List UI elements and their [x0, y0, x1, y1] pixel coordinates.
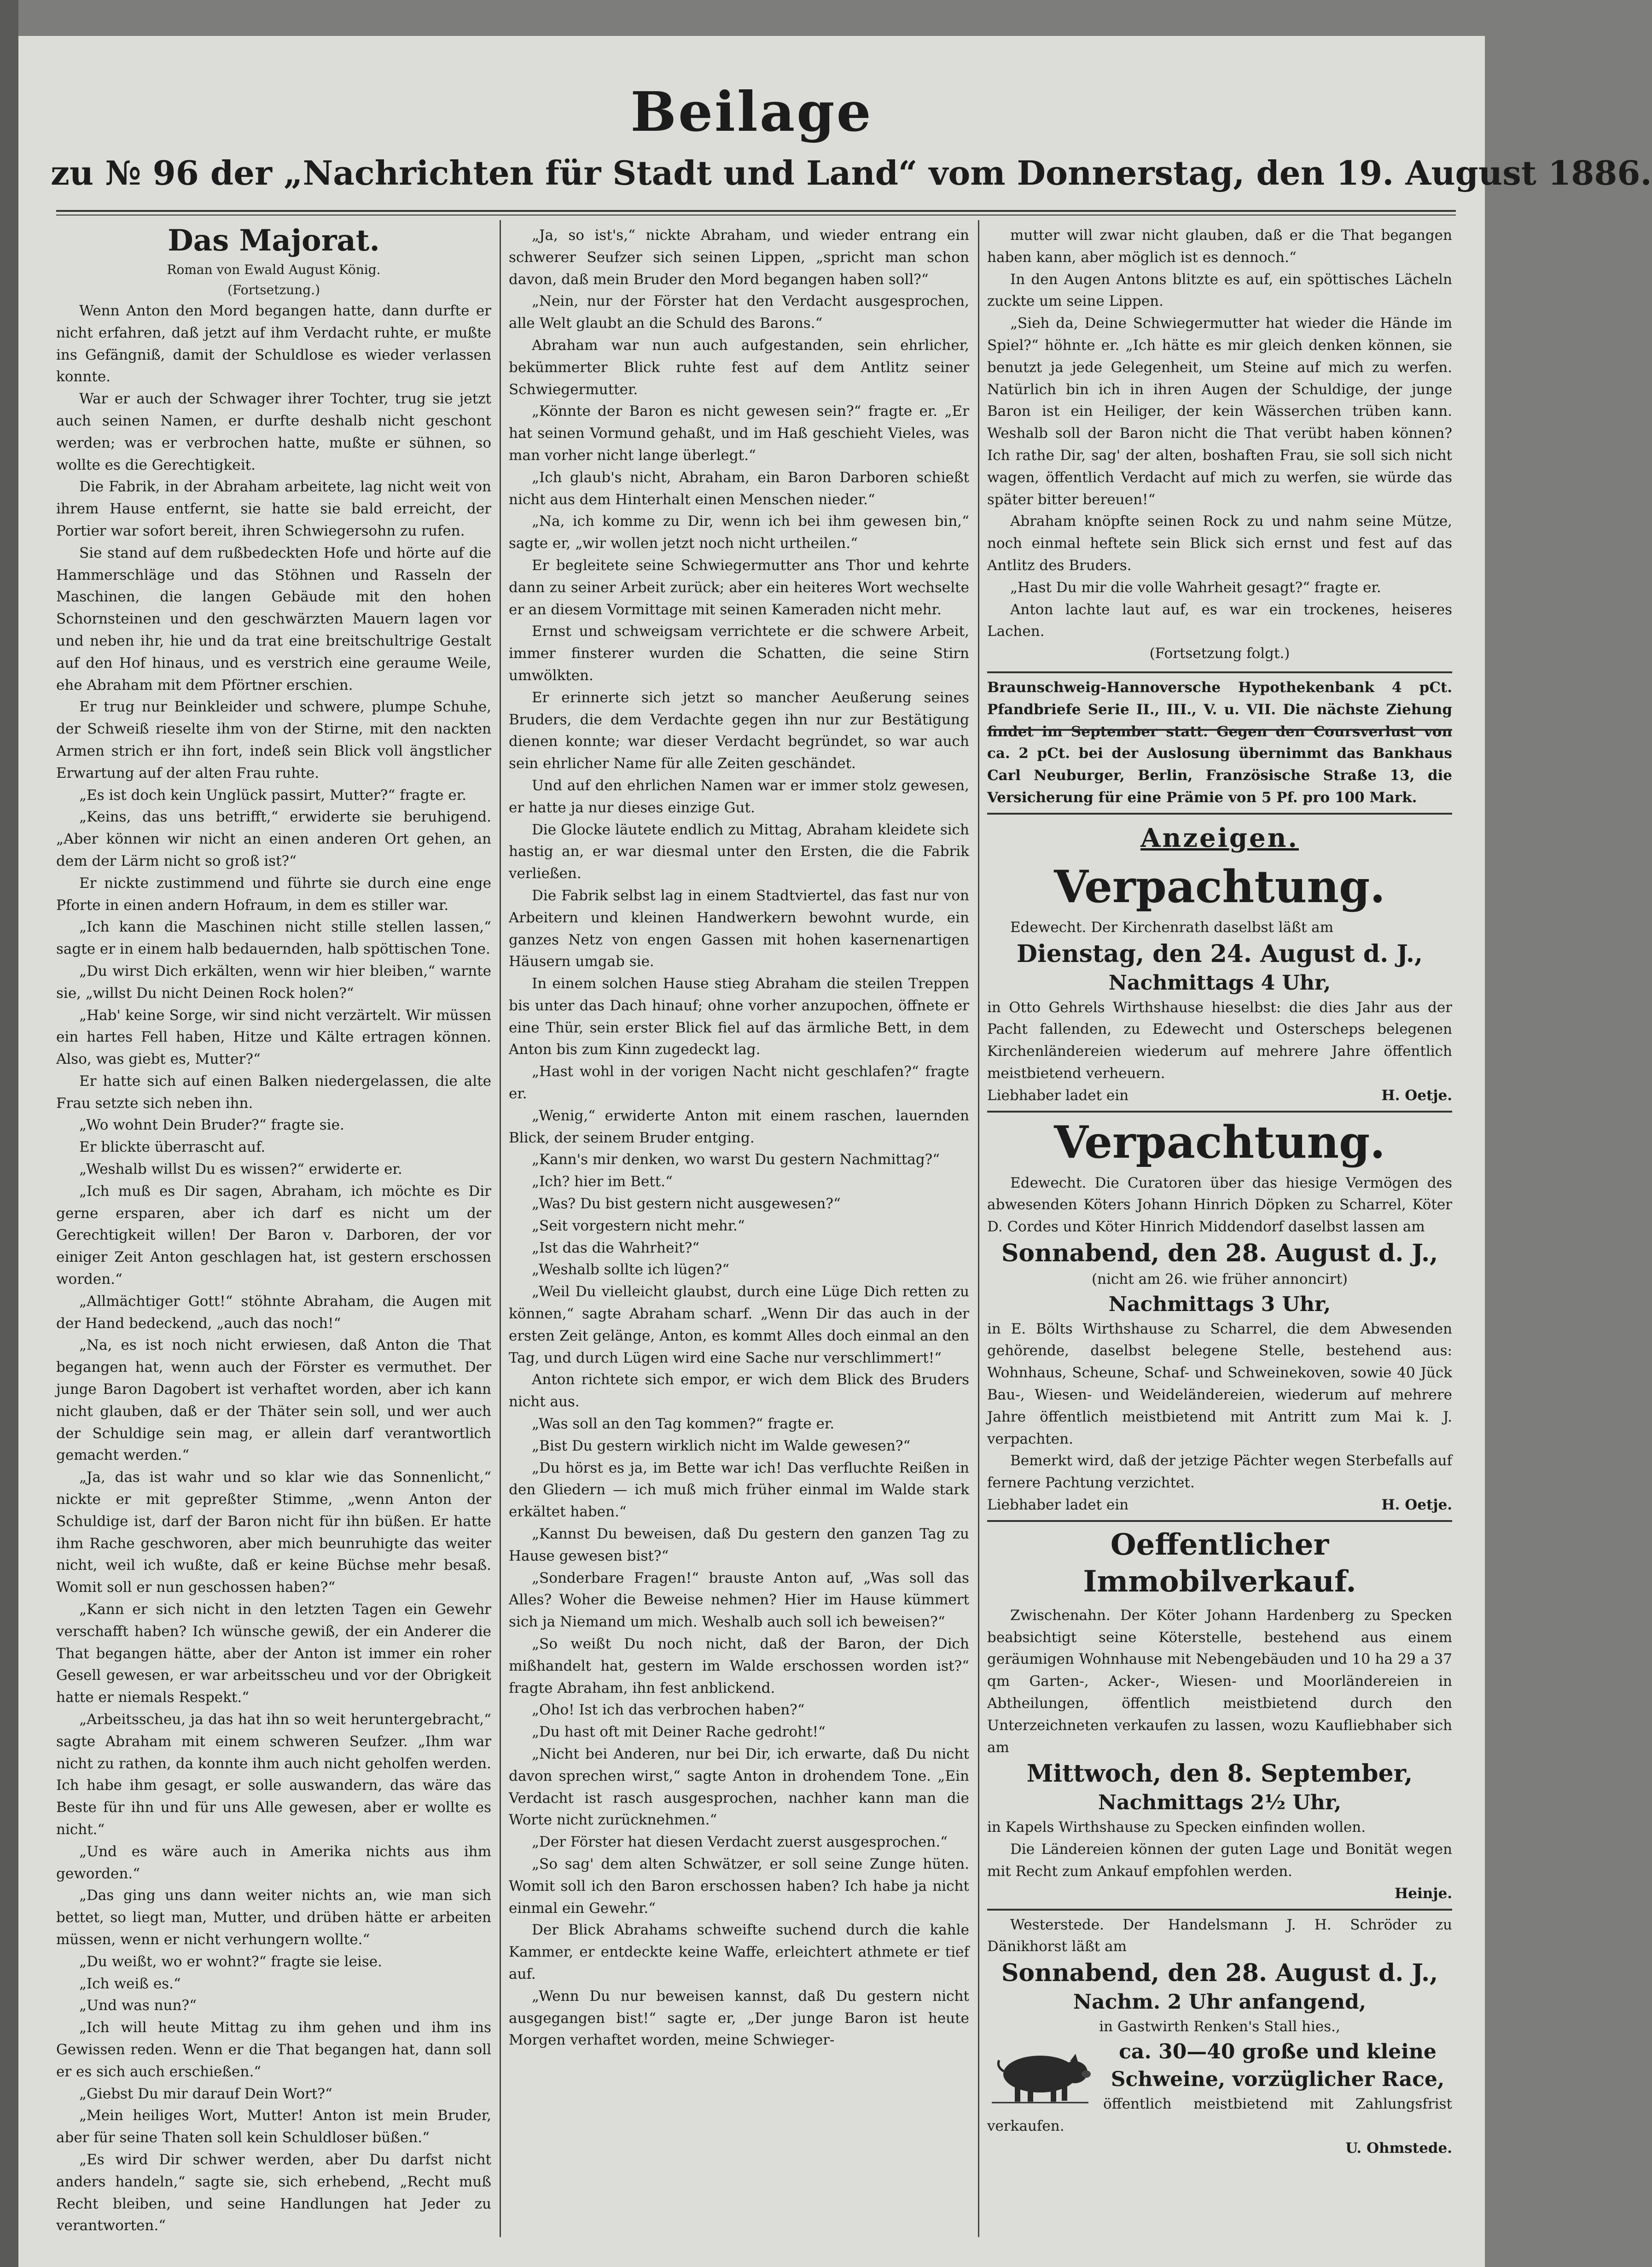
story-paragraph: „Kann er sich nicht in den letzten Tagen ein Gewehr verschafft haben? Ich wünsche gewiß, der ein Anderer die That begangen hätte, aber der Anton ist immer ein roher Gesell gewesen, er war arbeitsscheu und vor der Obrigkeit hatte er niemals Respekt.“ — [56, 1601, 491, 1706]
story-title: Das Majorat. — [168, 223, 380, 258]
story-paragraph: Der Blick Abrahams schweifte suchend durch die kahle Kammer, er entdeckte keine Waffe, erleichtert athmete er tief auf. — [509, 1922, 969, 1982]
story-paragraph: Ernst und schweigsam verrichtete er die schwere Arbeit, immer finsterer wurden die Schatten, die seine Stirn umwölkten. — [509, 623, 969, 684]
story-paragraph: In den Augen Antons blitzte es auf, ein spöttisches Lächeln zuckte um seine Lippen. — [987, 271, 1452, 310]
story-paragraph: Er trug nur Beinkleider und schwere, plumpe Schuhe, der Schweiß rieselte ihm von der Stirne, mit den nackten Armen strich er ihn fort, indeß sein Blick voll ängstlicher Erwartung auf der alten Frau ruhte. — [56, 699, 491, 781]
story-paragraph: War er auch der Schwager ihrer Tochter, trug sie jetzt auch seinen Namen, er durfte deshalb nicht geschont werden; was er verbrochen hatte, mußte er sühnen, so wollte es die Gerechtigkeit. — [56, 390, 491, 473]
story-paragraphs-1 — [56, 300, 491, 2237]
story-paragraph: Die Glocke läutete endlich zu Mittag, Abraham kleidete sich hastig an, er war diesmal unter den Ersten, die die Fabrik verließen. — [509, 821, 969, 882]
story-paragraph: „Kannst Du beweisen, daß Du gestern den ganzen Tag zu Hause gewesen bist?“ — [509, 1526, 969, 1564]
story-paragraph: Er blickte überrascht auf. — [79, 1139, 266, 1156]
column-divider-1 — [500, 220, 501, 2237]
to-be-continued: (Fortsetzung folgt.) — [1149, 645, 1290, 662]
story-paragraph: „Hab' keine Sorge, wir sind nicht verzärtelt. Wir müssen ein hartes Fell haben, Hitze und Kälte ertragen können. Also, was giebt es, Mutter?“ — [56, 1007, 491, 1068]
ad2-title: Verpachtung. — [1054, 1116, 1385, 1168]
story-paragraph: „Ich weiß es.“ — [79, 1975, 181, 1992]
story-paragraph: „Wenig,“ erwiderte Anton mit einem raschen, lauernden Blick, der seinem Bruder entging. — [509, 1107, 969, 1146]
ad2-footer-left: Liebhaber ladet ein — [987, 1497, 1129, 1514]
header-rule — [56, 210, 1456, 212]
ad1-footer-left: Liebhaber ladet ein — [987, 1087, 1129, 1104]
notice-box-top-rule — [987, 729, 1452, 731]
story-paragraph: „Na, es ist noch nicht erwiesen, daß Anton die That begangen hat, wenn auch der Förster es vermuthet. Der junge Baron Dagobert ist verhaftet worden, aber ich kann nicht glauben, daß er der Thäter sein soll, und wer auch der Schuldige sein mag, er allein darf verantwortlich gemacht werden.“ — [56, 1337, 491, 1464]
story-column-3 — [987, 225, 1452, 2251]
ad3-title: Oeffentlicher Immobilverkauf. — [1083, 1527, 1356, 1599]
supplement-title: Beilage — [630, 80, 873, 144]
story-paragraph: „Wo wohnt Dein Bruder?“ fragte sie. — [79, 1117, 344, 1134]
story-paragraph: „Giebst Du mir darauf Dein Wort?“ — [79, 2085, 332, 2102]
story-paragraph: „Ich muß es Dir sagen, Abraham, ich möchte es Dir gerne ersparen, aber ich darf es nicht um der Gerechtigkeit willen! Der Baron v. Darboren, der vor einiger Zeit Anton geschlagen hat, ist gestern erschossen worden.“ — [56, 1183, 491, 1288]
ad4-goods: ca. 30—40 große und kleine Schweine, vorzüglicher Race, — [1111, 2040, 1445, 2092]
bank-notice: Braunschweig-Hannoversche Hypothekenbank 4 pCt. Pfandbriefe Serie II., III., V. u. VII. Die nächste Ziehung findet im September statt. Gegen den Coursverlust von ca. 2 pCt. bei der Auslosung übernimmt das Bankhaus Carl Neuburger, Berlin, Französische Straße 13, die Versicherung für eine Prämie von 5 Pf. pro 100 Mark. — [987, 679, 1452, 806]
story-paragraph: Anton lachte laut auf, es war ein trockenes, heiseres Lachen. — [987, 601, 1452, 640]
ad-lease-church — [987, 862, 1452, 1107]
ad3-remark: Die Ländereien können der guten Lage und Bonität wegen mit Recht zum Ankauf empfohlen werden. — [987, 1841, 1452, 1880]
story-paragraph: „Ja, das ist wahr und so klar wie das Sonnenlicht,“ nickte er mit gepreßter Stimme, „wenn Anton der Schuldige ist, darf der Baron nicht für ihn büßen. Er hatte ihm Rache geschworen, aber mich beunruhigte das weiter nicht, weil ich wußte, daß er keine Büchse mehr besaß. Womit soll er nun geschossen haben?“ — [56, 1469, 491, 1596]
ad4-goods-block — [987, 2038, 1452, 2093]
ad1-signature: H. Oetje. — [1381, 1087, 1452, 1104]
pig-icon — [987, 2046, 1093, 2105]
story-paragraph: „Ich glaub's nicht, Abraham, ein Baron Darboren schießt nicht aus dem Hinterhalt einen Menschen nieder.“ — [509, 469, 969, 508]
story-paragraph: „Nein, nur der Förster hat den Verdacht ausgesprochen, alle Welt glaubt an die Schuld des Barons.“ — [509, 293, 969, 332]
ad4-tail: öffentlich meistbietend mit Zahlungsfrist verkaufen. — [987, 2096, 1452, 2134]
story-paragraph: „Allmächtiger Gott!“ stöhnte Abraham, die Augen mit der Hand bedeckend, „auch das noch!“ — [56, 1293, 491, 1332]
ad-separator-1 — [987, 1111, 1452, 1113]
ad2-note: (nicht am 26. wie früher annoncirt) — [1091, 1270, 1348, 1288]
ad2-lead: Edewecht. Die Curatoren über das hiesige Vermögen des abwesenden Köters Johann Hinrich Döpken zu Scharrel, Köter D. Cordes und Köter Hinrich Middendorf daselbst lassen am — [987, 1174, 1452, 1235]
story-paragraph: „Hast Du mir die volle Wahrheit gesagt?“ fragte er. — [1010, 579, 1381, 596]
story-paragraph: „Was? Du bist gestern nicht ausgewesen?“ — [532, 1195, 841, 1212]
story-paragraph: Die Fabrik, in der Abraham arbeitete, lag nicht weit von ihrem Hause entfernt, sie hatte sie bald erreicht, der Portier war sofort bereit, ihren Schwiegersohn zu rufen. — [56, 478, 491, 539]
story-paragraph: „Du weißt, wo er wohnt?“ fragte sie leise. — [79, 1953, 382, 1970]
ad2-signature: H. Oetje. — [1381, 1497, 1452, 1514]
story-paragraph: „Arbeitsscheu, ja das hat ihn so weit heruntergebracht,“ sagte Abraham mit einem schweren Seufzer. „Ihm war nicht zu rathen, da konnte ihm auch nicht geholfen werden. Ich habe ihm gesagt, er solle auswandern, das wäre das Beste für ihn und für uns Alle gewesen, aber er wollte es nicht.“ — [56, 1711, 491, 1838]
ads-heading: Anzeigen. — [1140, 822, 1299, 853]
story-paragraph: Abraham war nun auch aufgestanden, sein ehrlicher, bekümmerter Blick ruhte fest auf dem Antlitz seiner Schwiegermutter. — [509, 337, 969, 398]
ad3-place: in Kapels Wirthshause zu Specken einfinden wollen. — [987, 1819, 1366, 1836]
ad3-date: Mittwoch, den 8. September, — [1026, 1760, 1413, 1788]
story-paragraph: Sie stand auf dem rußbedeckten Hofe und hörte auf die Hammerschläge und das Stöhnen und Rasseln der Maschinen, die langen Gebäude mit den hohen Schornsteinen und den geschwärzten Mauern lagen vor und neben ihr, hie und da trat eine breitschultrige Gestalt auf den Hof hinaus, und es verstrich eine geraume Weile, ehe Abraham mit dem Pförtner erschien. — [56, 544, 491, 694]
ad-pig-auction — [987, 1914, 1452, 2160]
story-paragraph: „Seit vorgestern nicht mehr.“ — [532, 1217, 745, 1234]
story-paragraph: Er erinnerte sich jetzt so mancher Aeußerung seines Bruders, die dem Verdachte gegen ihn nur zur Bestätigung dienen konnte; war dieser Verdacht begründet, so war auch sein ehrlicher Name für alle Zeiten geschändet. — [509, 689, 969, 772]
column-divider-2 — [978, 220, 979, 2237]
notice-rule-bottom — [987, 813, 1452, 815]
issue-line: zu № 96 der „Nachrichten für Stadt und Land“ vom Donnerstag, den 19. August 1886. — [51, 153, 1652, 192]
story-paragraph: „So weißt Du noch nicht, daß der Baron, der Dich mißhandelt hat, gestern im Walde erschossen worden ist?“ fragte Abraham, ihn fest anblickend. — [509, 1636, 969, 1696]
story-paragraph: „Es wird Dir schwer werden, aber Du darfst nicht anders handeln,“ sagte sie, sich erhebend, „Recht muß Recht bleiben, und seine Handlungen hat Jeder zu verantworten.“ — [56, 2151, 491, 2234]
story-paragraph: „Der Förster hat diesen Verdacht zuerst ausgesprochen.“ — [532, 1834, 948, 1851]
story-paragraph: „Na, ich komme zu Dir, wenn ich bei ihm gewesen bin,“ sagte er, „wir wollen jetzt noch nicht urtheilen.“ — [509, 513, 969, 552]
ad3-signature: Heinje. — [1394, 1885, 1452, 1902]
ad4-lead: Westerstede. Der Handelsmann J. H. Schröder zu Dänikhorst läßt am — [987, 1916, 1452, 1955]
story-paragraph: mutter will zwar nicht glauben, daß er die That begangen haben kann, aber möglich ist es dennoch.“ — [987, 227, 1452, 266]
story-paragraph: „Keins, das uns betrifft,“ erwiderte sie beruhigend. „Aber können wir nicht an einen anderen Ort gehen, an dem der Lärm nicht so groß ist?“ — [56, 809, 491, 869]
story-paragraph: Anton richtete sich empor, er wich dem Blick des Bruders nicht aus. — [509, 1371, 969, 1410]
story-paragraph: „Weil Du vielleicht glaubst, durch eine Lüge Dich retten zu können,“ sagte Abraham scharf. „Wenn Dir das auch in der ersten Zeit gelänge, Anton, es kommt Alles doch einmal an den Tag, und durch Lügen wird eine Sache nur verschlimmert!“ — [509, 1283, 969, 1366]
ad1-body: in Otto Gehrels Wirthshause hieselbst: die dies Jahr aus der Pacht fallenden, zu Edewecht und Osterscheps belegenen Kirchenländereien wiederum auf mehrere Jahre öffentlich meistbietend verheuern. — [987, 999, 1452, 1082]
story-paragraph: „Kann's mir denken, wo warst Du gestern Nachmittag?“ — [532, 1151, 940, 1168]
story-paragraphs-2 — [509, 225, 969, 2051]
ad2-footer — [987, 1494, 1452, 1516]
story-paragraph: „Du hörst es ja, im Bette war ich! Das verfluchte Reißen in den Gliedern — ich muß mich früher einmal im Walde stark erkältet haben.“ — [509, 1459, 969, 1521]
newspaper-page — [18, 36, 1652, 2267]
ad2-time: Nachmittags 3 Uhr, — [1108, 1292, 1331, 1316]
ad2-date: Sonnabend, den 28. August d. J., — [1001, 1239, 1438, 1267]
story-paragraph: „Und was nun?“ — [79, 1997, 197, 2014]
story-paragraph: „Ich? hier im Bett.“ — [532, 1173, 673, 1190]
story-paragraph: „Weshalb sollte ich lügen?“ — [532, 1261, 730, 1278]
ad-separator-3 — [987, 1909, 1452, 1911]
ad1-footer — [987, 1085, 1452, 1107]
story-paragraphs-3 — [987, 225, 1452, 643]
ad3-body: Zwischenahn. Der Köter Johann Hardenberg zu Specken beabsichtigt seine Köterstelle, bestehend aus einem geräumigen Wohnhause mit Nebengebäuden und 10 ha 29 a 37 qm Garten-, Acker-, Wiesen- und Moorländereien in Abtheilungen, öffentlich meistbietend durch den Unterzeichneten verkaufen zu lassen, wozu Kaufliebhaber sich am — [987, 1607, 1452, 1756]
ad1-date: Dienstag, den 24. August d. J., — [1016, 939, 1423, 968]
story-paragraph: Die Fabrik selbst lag in einem Stadtviertel, das fast nur von Arbeitern und kleinen Handwerkern bewohnt wurde, ein ganzes Netz von engen Gassen mit hohen kasernenartigen Häusern umgab sie. — [509, 887, 969, 970]
story-continued: (Fortsetzung.) — [227, 282, 320, 297]
story-paragraph: „Nicht bei Anderen, nur bei Dir, ich erwarte, daß Du nicht davon sprechen wirst,“ sagte Anton in drohendem Tone. „Ein Verdacht ist rasch ausgesprochen, nachher kann man die Worte nicht zurücknehmen.“ — [509, 1745, 969, 1829]
story-paragraph: „Oho! Ist ich das verbrochen haben?“ — [532, 1702, 805, 1719]
story-paragraph: Und auf den ehrlichen Namen war er immer stolz gewesen, er hatte ja nur dieses einzige Gut. — [509, 777, 969, 816]
story-byline: Roman von Ewald August König. — [167, 262, 381, 277]
ad3-time: Nachmittags 2½ Uhr, — [1098, 1791, 1342, 1815]
story-paragraph: Er nickte zustimmend und führte sie durch eine enge Pforte in einen andern Hofraum, in dem es stiller war. — [56, 874, 491, 914]
story-paragraph: „Ist das die Wahrheit?“ — [532, 1239, 700, 1256]
story-paragraph: „Bist Du gestern wirklich nicht im Walde gewesen?“ — [532, 1437, 911, 1454]
story-paragraph: „Ich will heute Mittag zu ihm gehen und ihm ins Gewissen reden. Wenn er die That begangen hat, dann soll er es sich auch erschießen.“ — [56, 2019, 491, 2080]
notice-rule-top — [987, 671, 1452, 673]
story-paragraph: Er begleitete seine Schwiegermutter ans Thor und kehrte dann zu seiner Arbeit zurück; aber ein heiteres Wort wechselte er an diesem Vormittage mit seinen Kameraden nicht mehr. — [509, 557, 969, 618]
scan-edge — [0, 0, 18, 2267]
story-paragraph: Wenn Anton den Mord begangen hatte, dann durfte er nicht erfahren, daß jetzt auf ihm Verdacht ruhte, er mußte ins Gefängniß, damit der Schuldlose es wieder verlassen konnte. — [56, 303, 491, 385]
story-paragraph: „Weshalb willst Du es wissen?“ erwiderte er. — [79, 1161, 402, 1178]
ad-lease-estate — [987, 1117, 1452, 1516]
story-paragraph: „Könnte der Baron es nicht gewesen sein?“ fragte er. „Er hat seinen Vormund gehaßt, und im Haß geschieht Vieles, was man vorher nicht lange überlegt.“ — [509, 403, 969, 464]
story-paragraph: „Hast wohl in der vorigen Nacht nicht geschlafen?“ fragte er. — [509, 1063, 969, 1102]
story-paragraph: „Du wirst Dich erkälten, wenn wir hier bleiben,“ warnte sie, „willst Du nicht Deinen Rock holen?“ — [56, 962, 491, 1002]
story-paragraph: Abraham knöpfte seinen Rock zu und nahm seine Mütze, noch einmal heftete sein Blick sich ernst und fest auf das Antlitz des Bruders. — [987, 513, 1452, 574]
story-paragraph: „Mein heiliges Wort, Mutter! Anton ist mein Bruder, aber für seine Thaten soll kein Schuldloser büßen.“ — [56, 2107, 491, 2146]
header-rule-thin — [56, 215, 1456, 216]
story-paragraph: „Und es wäre auch in Amerika nichts aus ihm geworden.“ — [56, 1843, 491, 1882]
story-paragraph: In einem solchen Hause stieg Abraham die steilen Treppen bis unter das Dach hinauf; ohne vorher anzupochen, öffnete er eine Thür, sein erster Blick fiel auf das ärmliche Bett, in dem Anton bis zum Kinn zugedeckt lag. — [509, 975, 969, 1058]
story-paragraph: „Was soll an den Tag kommen?“ fragte er. — [532, 1416, 835, 1433]
story-paragraph: „Du hast oft mit Deiner Rache gedroht!“ — [532, 1724, 826, 1741]
story-paragraph: „Das ging uns dann weiter nichts an, wie man sich bettet, so liegt man, Mutter, und drüben hätte er arbeiten müssen, wenn er nicht verhungern wollte.“ — [56, 1887, 491, 1948]
ad4-time: Nachm. 2 Uhr anfangend, — [1073, 1990, 1367, 2014]
ad-separator-2 — [987, 1520, 1452, 1522]
story-paragraph: „Ich kann die Maschinen nicht stille stellen lassen,“ sagte er in einem halb bedauernden, halb spöttischen Tone. — [56, 919, 491, 958]
ad1-time: Nachmittags 4 Uhr, — [1108, 971, 1331, 995]
ad4-place: in Gastwirth Renken's Stall hies., — [1099, 2018, 1340, 2035]
story-paragraph: „Ja, so ist's,“ nickte Abraham, und wieder entrang ein schwerer Seufzer sich seinen Lippen, „spricht man schon davon, daß mein Bruder den Mord begangen haben soll?“ — [509, 227, 969, 288]
story-paragraph: „Wenn Du nur beweisen kannst, daß Du gestern nicht ausgegangen bist!“ sagte er, „Der junge Baron ist heute Morgen verhaftet worden, meine Schwieger- — [509, 1987, 969, 2049]
story-paragraph: „Sonderbare Fragen!“ brauste Anton auf, „Was soll das Alles? Woher die Beweise nehmen? Hier im Hause kümmert sich ja Niemand um mich. Weshalb auch soll ich beweisen?“ — [509, 1569, 969, 1631]
ad1-title: Verpachtung. — [1054, 860, 1385, 913]
ad4-date: Sonnabend, den 28. August d. J., — [1001, 1959, 1438, 1987]
story-paragraph: Er hatte sich auf einen Balken niedergelassen, die alte Frau setzte sich neben ihn. — [56, 1072, 491, 1112]
story-paragraph: „Es ist doch kein Unglück passirt, Mutter?“ fragte er. — [79, 787, 466, 804]
ad1-lead: Edewecht. Der Kirchenrath daselbst läßt am — [1010, 919, 1334, 936]
story-paragraph: „So sag' dem alten Schwätzer, er soll seine Zunge hüten. Womit soll ich den Baron erschossen haben? Ich habe ja nicht einmal ein Gewehr.“ — [509, 1855, 969, 1917]
story-column-2 — [509, 225, 969, 2242]
story-paragraph: „Sieh da, Deine Schwiegermutter hat wieder die Hände im Spiel?“ höhnte er. „Ich hätte es mir gleich denken können, sie benutzt ja jede Gelegenheit, um Steine auf mich zu werfen. Natürlich bin ich in ihren Augen der Schuldige, der junge Baron ist ein Heiliger, der kein Wässerchen trüben kann. Weshalb soll der Baron nicht die That verübt haben können? Ich rathe Dir, sag' der alten, boshaften Frau, sie soll sich nicht wagen, öffentlich Verdacht auf mich zu werfen, sie würde das später bitter bereuen!“ — [987, 315, 1452, 508]
ad-property-sale — [987, 1527, 1452, 1905]
story-column-1 — [56, 225, 491, 2242]
ad2-remark: Bemerkt wird, daß der jetzige Pächter wegen Sterbefalls auf fernere Pachtung verzichtet. — [987, 1452, 1452, 1492]
ad2-body: in E. Bölts Wirthshause zu Scharrel, die dem Abwesenden gehörende, daselbst belegene Stelle, bestehend aus: Wohnhaus, Scheune, Schaf- und Schweinekoven, sowie 40 Jück Bau-, Wiesen- und Weideländereien, wiederum auf mehrere Jahre öffentlich meistbietend mit Antritt zum Mai k. J. verpachten. — [987, 1320, 1452, 1447]
ad4-signature: U. Ohmstede. — [1345, 2139, 1452, 2156]
